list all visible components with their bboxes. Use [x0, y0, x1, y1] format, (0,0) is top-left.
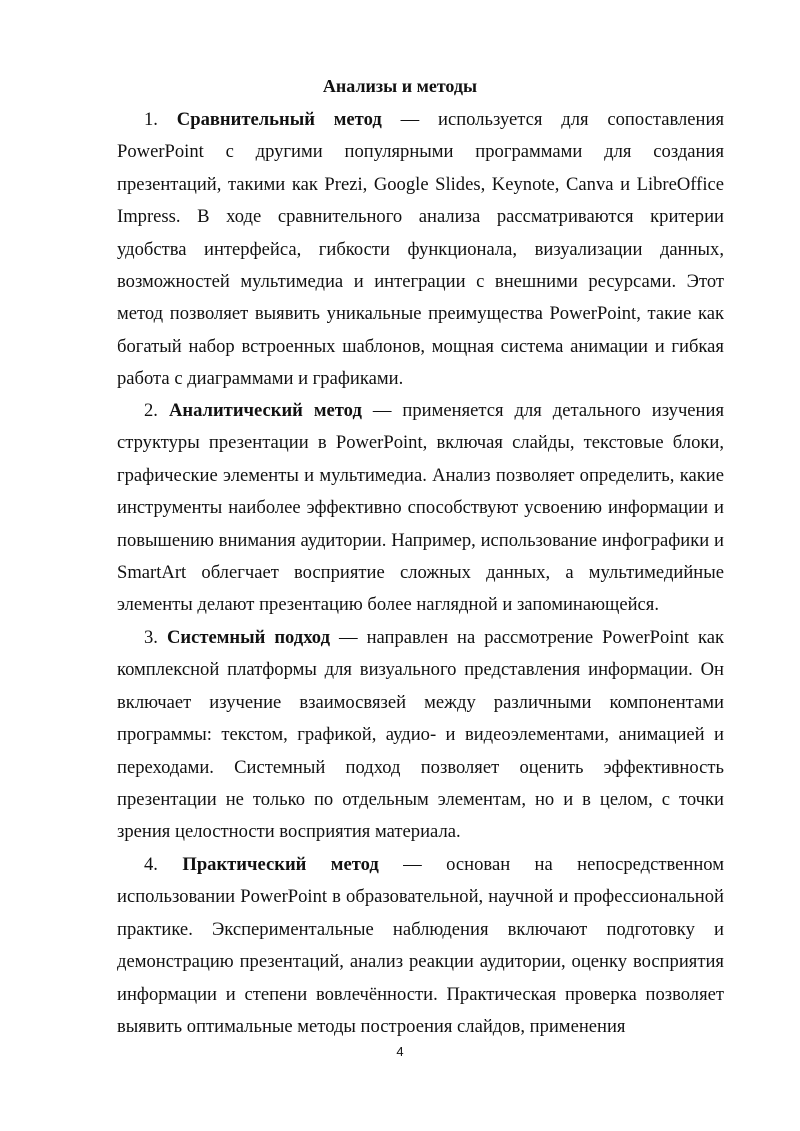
paragraph-number: 4. [144, 854, 158, 875]
paragraph-term: Системный подход [166, 627, 330, 648]
paragraph-analytical-method [117, 395, 724, 622]
paragraph-text: — используется для сопоставления PowerPoint с другими популярными программами для создания презентаций, такими как Prezi, Google Slides, Keynote, Canva и LibreOffice Impress. В ходе сравнительного анализа рассматриваются критерии удобства интерфейса, гибкости функционала, визуализации данных, возможностей мультимедиа и интеграции с внешними ресурсами. Этот метод позволяет выявить уникальные преимущества PowerPoint, такие как богатый набор встроенных шаблонов, мощная система анимации и гибкая работа с диаграммами и графиками. [117, 109, 725, 390]
paragraph-text: — применяется для детального изучения структуры презентации в PowerPoint, включая слайды, текстовые блоки, графические элементы и мультимедиа. Анализ позволяет определить, какие инструменты наиболее эффективно способствуют усвоению информации и повышению внимания аудитории. Например, использование инфографики и SmartArt облегчает восприятие сложных данных, а мультимедийные элементы делают презентацию более наглядной и запоминающейся. [117, 400, 724, 616]
section-title: Анализы и методы [322, 76, 478, 96]
paragraph-comparative-method [117, 104, 724, 396]
paragraph-number: 1. [144, 109, 158, 130]
paragraph-text: — основан на непосредственном использовании PowerPoint в образовательной, научной и профессиональной практике. Экспериментальные наблюдения включают подготовку и демонстрацию презентаций, анализ реакции аудитории, оценку восприятия информации и степени вовлечённости. Практическая проверка позволяет выявить оптимальные методы построения слайдов, применения [117, 854, 725, 1038]
paragraph-term: Аналитический метод [168, 400, 362, 421]
paragraph-system-approach [117, 622, 724, 849]
paragraph-number: 3. [144, 627, 158, 648]
paragraph-number: 2. [144, 400, 158, 421]
paragraph-term: Сравнительный метод [176, 109, 382, 130]
paragraph-practical-method [117, 849, 724, 1043]
paragraph-text: — направлен на рассмотрение PowerPoint как комплексной платформы для визуального представления информации. Он включает изучение взаимосвязей между различными компонентами программы: текстом, графикой, аудио- и видеоэлементами, анимацией и переходами. Системный подход позволяет оценить эффективность презентации не только по отдельным элементам, но и в целом, с точки зрения целостности восприятия материала. [117, 627, 724, 843]
paragraph-term: Практический метод [182, 854, 379, 875]
page-number: 4 [396, 1044, 404, 1059]
